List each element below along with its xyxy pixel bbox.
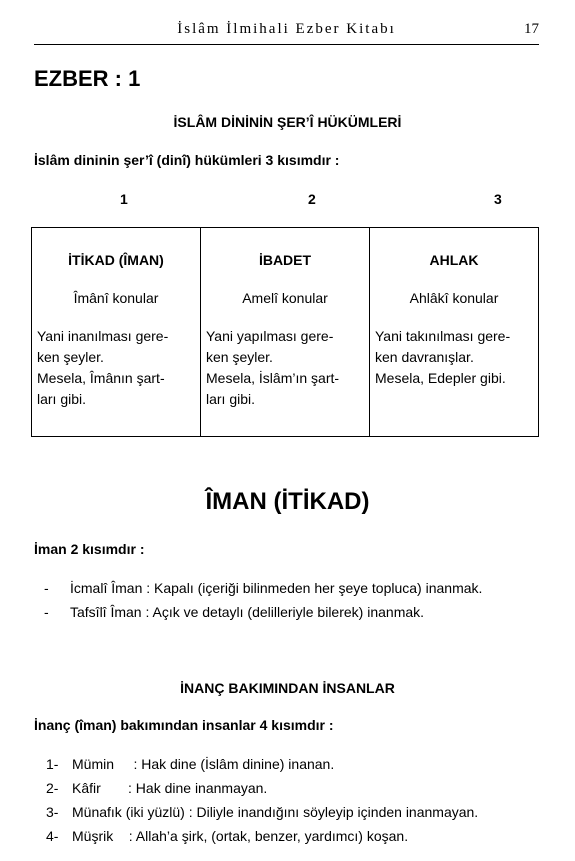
list-item-text: İcmalî Îman : Kapalı (içeriği bilinmeden her şeye topluca) inanmak. (70, 580, 483, 596)
section-title-ser-i-hukumler: İSLÂM DİNİNİN ŞER’Î HÜKÜMLERİ (173, 114, 402, 130)
cell-subtitle: Îmânî konular (73, 290, 159, 306)
table-cell-ahlak (370, 228, 539, 437)
cell-heading: AHLAK (429, 252, 479, 268)
cell-line: ken davranışlar. (375, 349, 474, 365)
list-number: 3- (46, 804, 59, 820)
cell-body (37, 326, 195, 410)
section-intro-inanc: İnanç (îman) bakımından insanlar 4 kısımdır : (34, 717, 334, 733)
section-title-iman: ÎMAN (İTİKAD) (205, 488, 370, 515)
running-header (34, 18, 539, 45)
list-item-text: Münafık (iki yüzlü) : Diliyle inandığını söyleyip içinden inanmayan. (72, 804, 479, 820)
hukumler-table (31, 227, 539, 437)
list-number: 2- (46, 780, 59, 796)
dash-marker: - (44, 580, 49, 596)
list-item (46, 753, 478, 777)
cell-line: Yani inanılması gere- (37, 328, 169, 344)
ezber-heading: EZBER : 1 (34, 66, 141, 91)
table-cell-itikad (32, 228, 201, 437)
column-number-1: 1 (120, 191, 128, 207)
list-item (44, 577, 482, 601)
list-item-text: Mümin : Hak dine (İslâm dinine) inanan. (72, 756, 335, 772)
cell-body (375, 326, 533, 389)
dash-marker: - (44, 604, 49, 620)
list-item (46, 777, 478, 801)
cell-line: Yani yapılması gere- (206, 328, 334, 344)
cell-heading: İBADET (258, 252, 312, 268)
cell-line: Yani takınılması gere- (375, 328, 511, 344)
cell-line: ları gibi. (206, 391, 256, 407)
list-item (46, 825, 478, 849)
section-intro-hukumler: İslâm dininin şer’î (dinî) hükümleri 3 kısımdır : (34, 152, 340, 168)
section-intro-iman: İman 2 kısımdır : (34, 541, 145, 557)
cell-subtitle: Ahlâkî konular (409, 290, 499, 306)
list-item (44, 601, 482, 625)
column-number-3: 3 (494, 191, 502, 207)
page-number: 17 (524, 21, 539, 37)
cell-line: Mesela, Îmânın şart- (37, 370, 165, 386)
cell-line: Mesela, İslâm’ın şart- (206, 370, 340, 386)
cell-subtitle: Amelî konular (242, 290, 328, 306)
inanc-types-list (46, 753, 478, 849)
cell-line: ları gibi. (37, 391, 87, 407)
iman-types-list (44, 577, 482, 625)
list-number: 1- (46, 756, 59, 772)
list-item (46, 801, 478, 825)
column-number-2: 2 (308, 191, 316, 207)
list-item-text: Müşrik : Allah’a şirk, (ortak, benzer, yardımcı) koşan. (72, 828, 409, 844)
section-title-inanc: İNANÇ BAKIMINDAN İNSANLAR (180, 680, 395, 696)
table-row (32, 228, 539, 437)
cell-body (206, 326, 364, 410)
cell-line: ken şeyler. (37, 349, 104, 365)
table-cell-ibadet (201, 228, 370, 437)
list-item-text: Kâfir : Hak dine inanmayan. (72, 780, 268, 796)
book-title: İslâm İlmihali Ezber Kitabı (177, 21, 396, 37)
list-item-text: Tafsîlî Îman : Açık ve detaylı (delilleriyle bilerek) inanmak. (70, 604, 425, 620)
cell-heading: İTİKAD (ÎMAN) (68, 252, 164, 268)
cell-line: ken şeyler. (206, 349, 273, 365)
column-numbers (34, 191, 539, 209)
list-number: 4- (46, 828, 59, 844)
cell-line: Mesela, Edepler gibi. (375, 370, 506, 386)
